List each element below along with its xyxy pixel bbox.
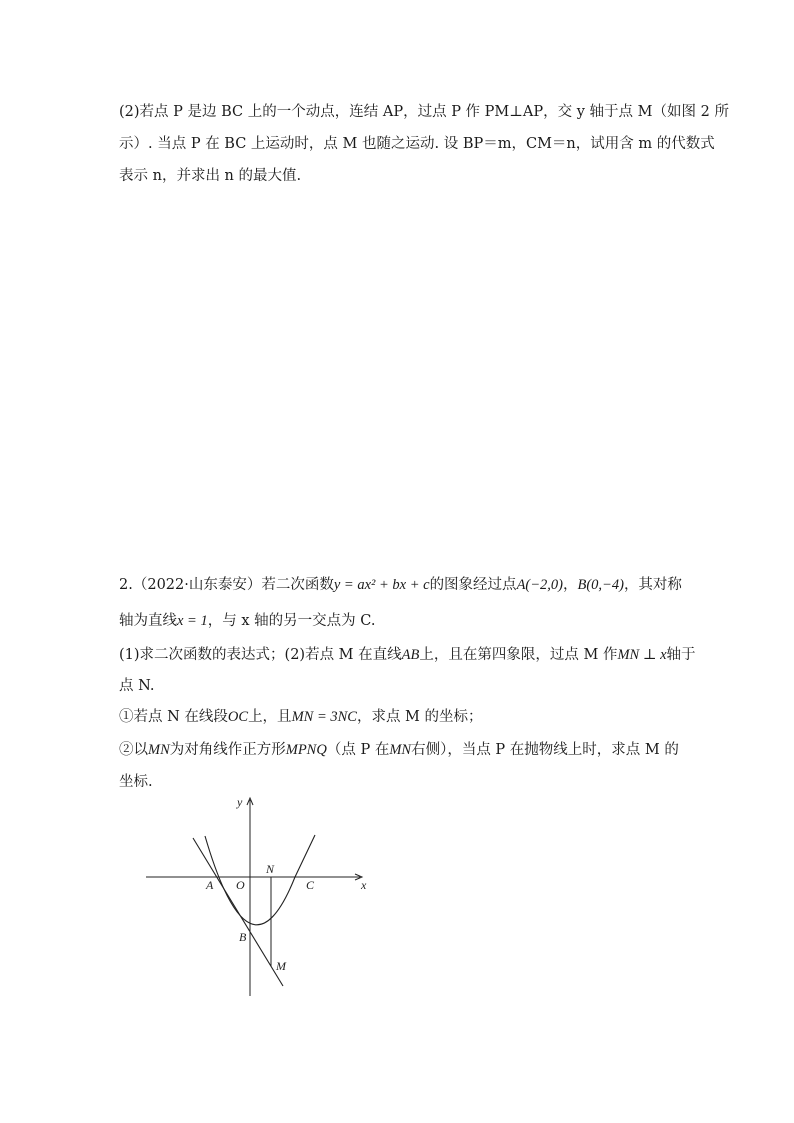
label-o: O xyxy=(236,878,245,892)
text: (1)求二次函数的表达式；(2)若点 M 在直线 xyxy=(119,647,402,663)
problem-number: 2. xyxy=(119,577,133,593)
problem2-line-6 xyxy=(119,742,679,758)
text: 右侧），当点 P 在抛物线上时，求点 M 的 xyxy=(411,742,679,758)
problem2-line-3 xyxy=(119,647,696,663)
problem2-line-1 xyxy=(119,577,682,593)
perpendicular: MN ⊥ x xyxy=(617,647,667,663)
point-a: A(−2,0) xyxy=(516,577,563,593)
point-b: B(0,−4) xyxy=(577,577,624,593)
text: ，其对称 xyxy=(623,577,682,593)
text: （点 P 在 xyxy=(326,742,390,758)
text: 轴于 xyxy=(666,647,696,663)
text: 上，且在第四象限，过点 M 作 xyxy=(419,647,618,663)
problem2-line-5 xyxy=(119,710,675,725)
label-n: N xyxy=(266,862,275,876)
label-m: M xyxy=(276,959,286,973)
segment-oc: OC xyxy=(227,709,249,725)
text: 若二次函数 xyxy=(261,577,334,593)
text: ，与 x 轴的另一交点为 C. xyxy=(207,613,376,629)
label-y: y xyxy=(237,795,243,809)
part2-line-2: 示）. 当点 P 在 BC 上运动时，点 M 也随之运动. 设 BP＝m，CM＝n，试用含 m 的代数式 xyxy=(119,136,715,152)
text: ①若点 N 在线段 xyxy=(119,709,228,725)
symmetry-axis: x = 1 xyxy=(177,613,208,629)
text: 为对角线作正方形 xyxy=(169,742,286,758)
line-ab: AB xyxy=(401,647,420,663)
text: 的图象经过点 xyxy=(429,577,517,593)
formula-quadratic: y = ax² + bx + c xyxy=(333,577,430,593)
parabola-figure xyxy=(140,792,380,1002)
part2-line-1: (2)若点 P 是边 BC 上的一个动点，连结 AP，过点 P 作 PM⊥AP，交 y 轴于点 M（如图 2 所 xyxy=(119,104,729,120)
text: 轴为直线 xyxy=(119,613,177,629)
parabola-curve xyxy=(205,835,315,925)
diagonal-mn: MN xyxy=(148,742,170,758)
label-c: C xyxy=(306,878,315,892)
segment-mn: MN xyxy=(389,742,412,758)
equation-mn: MN = 3NC xyxy=(291,709,357,725)
problem-source: （2022·山东泰安） xyxy=(132,577,262,593)
label-a: A xyxy=(206,878,214,892)
line-ab xyxy=(193,838,283,986)
square-mpnq: MPNQ xyxy=(285,742,327,758)
label-b: B xyxy=(239,930,247,944)
problem2-line-2 xyxy=(119,614,675,629)
text: 上，且 xyxy=(248,709,292,725)
text: ，求点 M 的坐标； xyxy=(356,709,483,725)
problem2-line-7: 坐标. xyxy=(119,774,153,790)
part2-line-3: 表示 n，并求出 n 的最大值. xyxy=(119,168,302,184)
problem2-line-4: 点 N. xyxy=(119,678,155,694)
text: ， xyxy=(563,577,578,593)
text: ②以 xyxy=(119,742,148,758)
label-x: x xyxy=(361,878,367,892)
